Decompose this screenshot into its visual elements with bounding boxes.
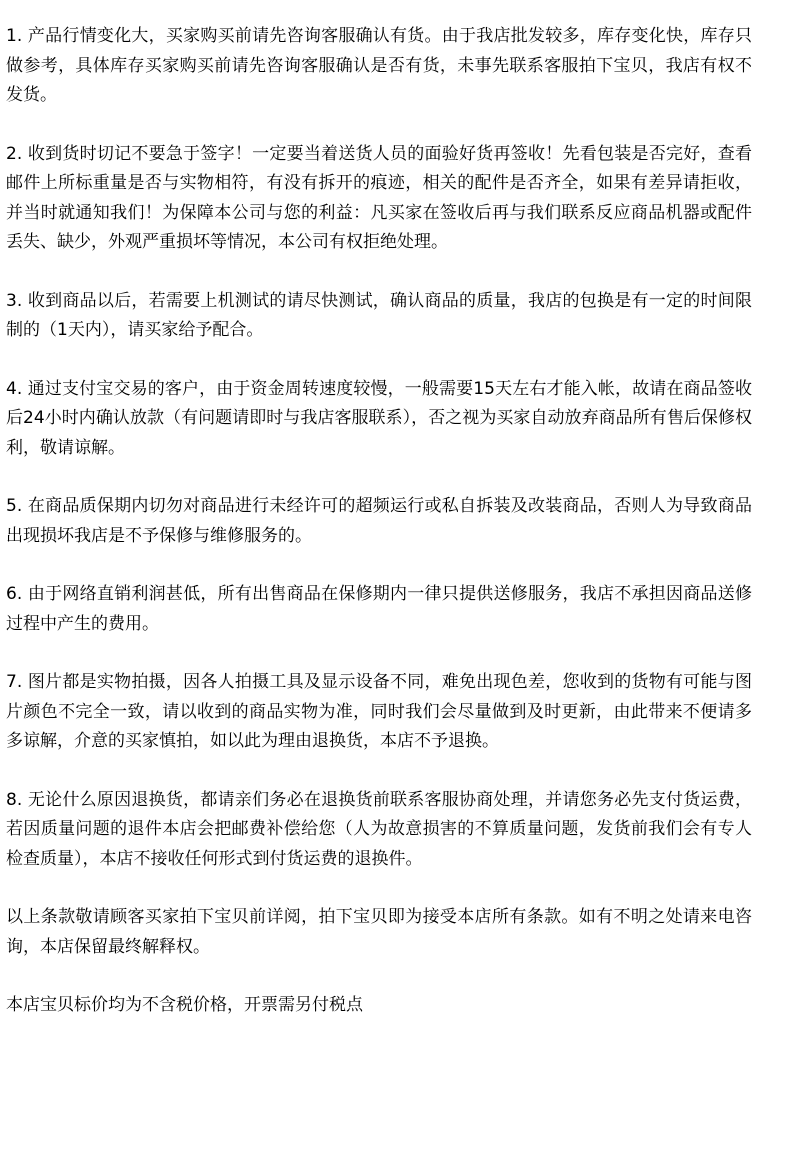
term-3-testing: 3. 收到商品以后，若需要上机测试的请尽快测试，确认商品的质量，我店的包换是有一定的时间限制的（1天内），请买家给予配合。 [6, 290, 752, 340]
tax-note: 本店宝贝标价均为不含税价格，开票需另付税点 [6, 995, 363, 1015]
store-terms-notice [6, 22, 752, 1050]
term-4-alipay-payment: 4. 通过支付宝交易的客户，由于资金周转速度较慢，一般需要15天左右才能入帐，故请在商品签收后24小时内确认放款（有问题请即时与我店客服联系），否之视为买家自动放弃商品所有售后保修权利，敬请谅解。 [6, 378, 752, 458]
term-7-photos: 7. 图片都是实物拍摄，因各人拍摄工具及显示设备不同，难免出现色差，您收到的货物有可能与图片颜色不完全一致，请以收到的商品实物为准，同时我们会尽量做到及时更新，由此带来不便请多多谅解，介意的买家慎拍，如以此为理由退换货，本店不予退换。 [6, 672, 752, 751]
term-1-inventory: 1. 产品行情变化大，买家购买前请先咨询客服确认有货。由于我店批发较多，库存变化快，库存只做参考，具体库存买家购买前请先咨询客服确认是否有货，未事先联系客服拍下宝贝，我店有权不发货。 [6, 26, 752, 105]
term-8-returns: 8. 无论什么原因退换货，都请亲们务必在退换货前联系客服协商处理，并请您务必先支付货运费，若因质量问题的退件本店会把邮费补偿给您（人为故意损害的不算质量问题，发货前我们会有专人检查质量），本店不接收任何形式到付货运费的退换件。 [6, 789, 752, 869]
term-6-repair-service: 6. 由于网络直销利润甚低，所有出售商品在保修期内一律只提供送修服务，我店不承担因商品送修过程中产生的费用。 [6, 584, 752, 634]
terms-acceptance-note: 以上条款敬请顾客买家拍下宝贝前详阅，拍下宝贝即为接受本店所有条款。如有不明之处请来电咨询，本店保留最终解释权。 [6, 907, 752, 957]
term-2-delivery-inspection: 2. 收到货时切记不要急于签字！一定要当着送货人员的面验好货再签收！先看包装是否完好，查看邮件上所标重量是否与实物相符，有没有拆开的痕迹，相关的配件是否齐全，如果有差异请拒收，并当时就通知我们！为保障本公司与您的利益：凡买家在签收后再与我们联系反应商品机器或配件丢失、缺少，外观严重损坏等情况，本公司有权拒绝处理。 [6, 143, 752, 252]
term-5-warranty: 5. 在商品质保期内切勿对商品进行未经许可的超频运行或私自拆装及改装商品，否则人为导致商品出现损坏我店是不予保修与维修服务的。 [6, 496, 752, 546]
